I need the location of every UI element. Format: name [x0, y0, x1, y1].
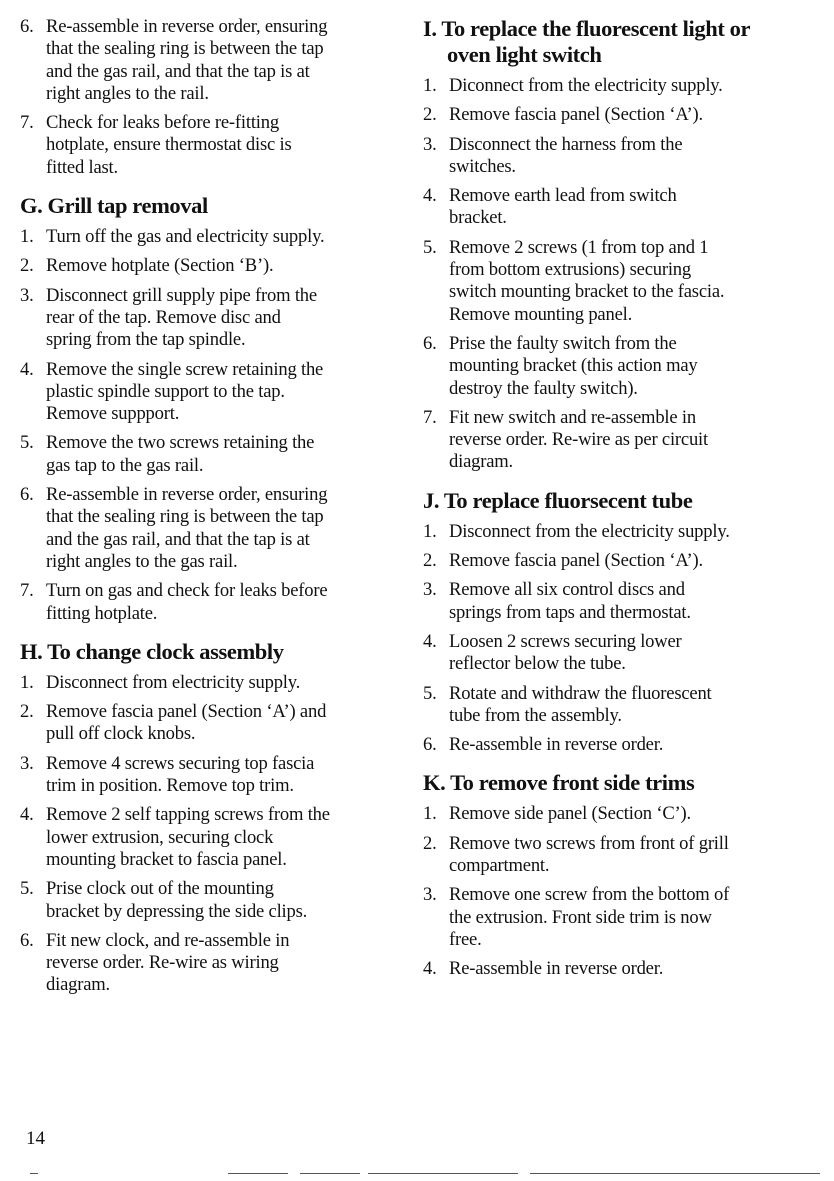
step-item — [20, 255, 400, 277]
step-item — [423, 631, 823, 676]
step-item — [423, 407, 823, 474]
step-text — [46, 255, 400, 277]
step-item — [20, 16, 400, 105]
section-heading-line: I. To replace the fluorescent light or — [423, 16, 751, 41]
step-text — [46, 878, 400, 923]
step-list — [20, 16, 400, 179]
step-text — [449, 683, 823, 728]
step-item — [423, 333, 823, 400]
step-text-line: Remove earth lead from switch — [449, 185, 677, 207]
step-text-line: Remove all six control discs and — [449, 579, 685, 601]
step-number: 4. — [423, 630, 437, 652]
step-text — [46, 359, 400, 426]
step-number: 5. — [423, 236, 437, 258]
step-item — [20, 878, 400, 923]
step-text — [449, 884, 823, 951]
step-text-line: from bottom extrusions) securing — [449, 259, 691, 281]
step-item — [423, 833, 823, 878]
step-number: 7. — [423, 406, 437, 428]
step-text-line: fitted last. — [46, 156, 118, 178]
step-number: 4. — [423, 185, 437, 207]
step-text-line: diagram. — [46, 974, 110, 996]
step-text — [449, 521, 823, 543]
step-item — [423, 734, 823, 756]
step-item — [423, 237, 823, 326]
step-text — [46, 930, 400, 997]
step-item — [20, 112, 400, 179]
footer-rule-segment — [368, 1173, 518, 1174]
step-text-line: destroy the faulty switch). — [449, 377, 638, 399]
step-text — [449, 333, 823, 400]
step-item — [20, 672, 400, 694]
step-text-line: Remove side panel (Section ‘C’). — [449, 803, 691, 825]
step-text-line: Remove two screws from front of grill — [449, 832, 729, 854]
step-number: 7. — [20, 580, 34, 602]
step-text — [449, 734, 823, 756]
step-text — [449, 134, 823, 179]
section-f-continued — [20, 16, 400, 179]
step-text-line: Remove hotplate (Section ‘B’). — [46, 255, 274, 277]
step-item — [20, 753, 400, 798]
step-text — [449, 803, 823, 825]
step-text — [449, 579, 823, 624]
footer-rule-segment — [30, 1173, 38, 1174]
step-item — [423, 958, 823, 980]
step-text-line: diagram. — [449, 451, 513, 473]
step-text-line: hotplate, ensure thermostat disc is — [46, 134, 292, 156]
step-number: 1. — [20, 226, 34, 248]
step-number: 2. — [423, 550, 437, 572]
step-text-line: reverse order. Re-wire as wiring — [46, 952, 279, 974]
step-item — [423, 134, 823, 179]
step-number: 2. — [423, 104, 437, 126]
step-number: 2. — [20, 255, 34, 277]
step-text-line: Turn off the gas and electricity supply. — [46, 226, 325, 248]
step-text — [449, 185, 823, 230]
step-number: 2. — [423, 832, 437, 854]
step-text-line: mounting bracket to fascia panel. — [46, 848, 287, 870]
step-text-line: and the gas rail, and that the tap is at — [46, 60, 310, 82]
step-text-line: Re-assemble in reverse order. — [449, 734, 664, 756]
section-j-fluorescent-tube — [423, 488, 823, 757]
step-text-line: Disconnect grill supply pipe from the — [46, 284, 317, 306]
step-number: 3. — [20, 752, 34, 774]
step-list — [423, 75, 823, 474]
step-number: 6. — [423, 332, 437, 354]
section-heading: H. To change clock assembly — [20, 638, 284, 664]
step-text-line: Remove fascia panel (Section ‘A’). — [449, 104, 703, 126]
step-text — [46, 580, 400, 625]
step-text-line: Fit new switch and re-assemble in — [449, 406, 696, 428]
step-number: 1. — [423, 803, 437, 825]
step-number: 6. — [20, 16, 34, 37]
step-text-line: spring from the tap spindle. — [46, 329, 246, 351]
left-column — [20, 16, 400, 1011]
step-text-line: plastic spindle support to the tap. — [46, 380, 285, 402]
step-text-line: Re-assemble in reverse order, ensuring — [46, 484, 328, 506]
step-item — [423, 884, 823, 951]
step-text-line: Remove the single screw retaining the — [46, 358, 324, 380]
step-text — [46, 16, 400, 105]
step-text-line: pull off clock knobs. — [46, 723, 196, 745]
step-number: 4. — [20, 358, 34, 380]
step-number: 5. — [20, 878, 34, 900]
step-text-line: Diconnect from the electricity supply. — [449, 75, 723, 96]
step-text-line: switch mounting bracket to the fascia. — [449, 281, 725, 303]
step-text-line: Disconnect from electricity supply. — [46, 671, 301, 693]
step-list — [20, 672, 400, 997]
step-number: 3. — [20, 284, 34, 306]
step-item — [423, 185, 823, 230]
step-number: 7. — [20, 112, 34, 134]
step-text-line: Remove 2 self tapping screws from the — [46, 804, 330, 826]
step-list — [20, 226, 400, 625]
step-text — [449, 75, 823, 97]
step-text — [449, 407, 823, 474]
step-text — [46, 701, 400, 746]
step-text-line: Turn on gas and check for leaks before — [46, 580, 328, 602]
page-number: 14 — [26, 1128, 45, 1149]
step-text-line: Remove 2 screws (1 from top and 1 — [449, 236, 709, 258]
step-item — [423, 550, 823, 572]
section-k-front-side-trims — [423, 770, 823, 980]
step-text — [46, 285, 400, 352]
step-text-line: right angles to the gas rail. — [46, 550, 238, 572]
step-text-line: Re-assemble in reverse order, ensuring — [46, 16, 328, 37]
step-text — [46, 432, 400, 477]
step-item — [423, 683, 823, 728]
step-list — [423, 521, 823, 757]
step-text — [46, 804, 400, 871]
step-text — [449, 833, 823, 878]
step-text-line: bracket. — [449, 207, 507, 229]
step-number: 3. — [423, 884, 437, 906]
step-text — [46, 226, 400, 248]
footer-rule-segment — [300, 1173, 360, 1174]
step-text-line: Remove fascia panel (Section ‘A’) and — [46, 701, 327, 723]
right-column — [423, 16, 823, 995]
step-number: 4. — [423, 958, 437, 980]
step-text-line: that the sealing ring is between the tap — [46, 38, 324, 60]
step-text-line: lower extrusion, securing clock — [46, 826, 274, 848]
step-text-line: Rotate and withdraw the fluorescent — [449, 682, 712, 704]
footer-rule-segment — [228, 1173, 288, 1174]
step-text-line: reverse order. Re-wire as per circuit — [449, 429, 708, 451]
step-item — [20, 359, 400, 426]
step-item — [423, 579, 823, 624]
step-text-line: trim in position. Remove top trim. — [46, 775, 294, 797]
step-text-line: gas tap to the gas rail. — [46, 454, 204, 476]
step-text-line: Prise the faulty switch from the — [449, 332, 677, 354]
step-text-line: Prise clock out of the mounting — [46, 878, 274, 900]
step-text-line: right angles to the rail. — [46, 82, 209, 104]
step-item — [20, 580, 400, 625]
step-text-line: springs from taps and thermostat. — [449, 601, 691, 623]
section-heading-line: K. To remove front side trims — [423, 770, 695, 796]
step-number: 5. — [423, 682, 437, 704]
step-text-line: compartment. — [449, 855, 550, 877]
section-heading: G. Grill tap removal — [20, 193, 208, 219]
section-g-grill-tap-removal — [20, 193, 400, 625]
step-number: 3. — [423, 579, 437, 601]
step-item — [20, 285, 400, 352]
step-item — [20, 804, 400, 871]
step-text-line: bracket by depressing the side clips. — [46, 900, 308, 922]
step-text-line: reflector below the tube. — [449, 653, 626, 675]
step-text — [46, 484, 400, 573]
section-heading-line: J. To replace fluorsecent tube — [423, 487, 693, 513]
step-text-line: Remove fascia panel (Section ‘A’). — [449, 550, 703, 572]
step-number: 1. — [423, 520, 437, 542]
step-number: 5. — [20, 432, 34, 454]
step-text-line: Disconnect the harness from the — [449, 133, 683, 155]
step-text-line: the extrusion. Front side trim is now — [449, 906, 712, 928]
step-number: 1. — [20, 671, 34, 693]
step-item — [20, 432, 400, 477]
section-heading-line: oven light switch — [447, 42, 602, 67]
section-heading — [423, 770, 823, 796]
step-item — [20, 226, 400, 248]
step-text — [449, 631, 823, 676]
step-text — [46, 753, 400, 798]
step-list — [423, 803, 823, 980]
section-heading — [423, 488, 823, 514]
step-number: 1. — [423, 75, 437, 96]
step-item — [20, 930, 400, 997]
step-text — [449, 104, 823, 126]
section-heading — [423, 16, 823, 68]
step-text-line: Re-assemble in reverse order. — [449, 958, 664, 980]
step-item — [423, 104, 823, 126]
step-text-line: Disconnect from the electricity supply. — [449, 520, 730, 542]
step-text — [46, 112, 400, 179]
step-text-line: and the gas rail, and that the tap is at — [46, 528, 310, 550]
step-text — [46, 672, 400, 694]
step-text — [449, 958, 823, 980]
step-item — [423, 75, 823, 97]
section-i-light-switch — [423, 16, 823, 474]
step-item — [20, 484, 400, 573]
step-text-line: Remove one screw from the bottom of — [449, 884, 730, 906]
step-text-line: Loosen 2 screws securing lower — [449, 630, 682, 652]
step-number: 2. — [20, 701, 34, 723]
section-h-clock-assembly — [20, 639, 400, 997]
step-text-line: that the sealing ring is between the tap — [46, 506, 324, 528]
footer-rule-segment — [530, 1173, 820, 1174]
step-number: 4. — [20, 804, 34, 826]
step-number: 6. — [20, 929, 34, 951]
step-item — [423, 521, 823, 543]
step-text-line: free. — [449, 928, 482, 950]
step-text-line: Remove the two screws retaining the — [46, 432, 315, 454]
step-item — [20, 701, 400, 746]
step-text — [449, 237, 823, 326]
step-text-line: fitting hotplate. — [46, 602, 158, 624]
step-text-line: rear of the tap. Remove disc and — [46, 306, 281, 328]
step-text-line: Check for leaks before re-fitting — [46, 112, 279, 134]
step-text-line: Remove 4 screws securing top fascia — [46, 752, 315, 774]
step-text-line: Remove mounting panel. — [449, 303, 633, 325]
step-text — [449, 550, 823, 572]
step-number: 3. — [423, 133, 437, 155]
step-text-line: Remove suppport. — [46, 403, 180, 425]
step-number: 6. — [423, 734, 437, 756]
step-text-line: Fit new clock, and re-assemble in — [46, 929, 290, 951]
step-text-line: tube from the assembly. — [449, 704, 622, 726]
step-number: 6. — [20, 484, 34, 506]
step-text-line: mounting bracket (this action may — [449, 355, 698, 377]
step-text-line: switches. — [449, 155, 516, 177]
step-item — [423, 803, 823, 825]
